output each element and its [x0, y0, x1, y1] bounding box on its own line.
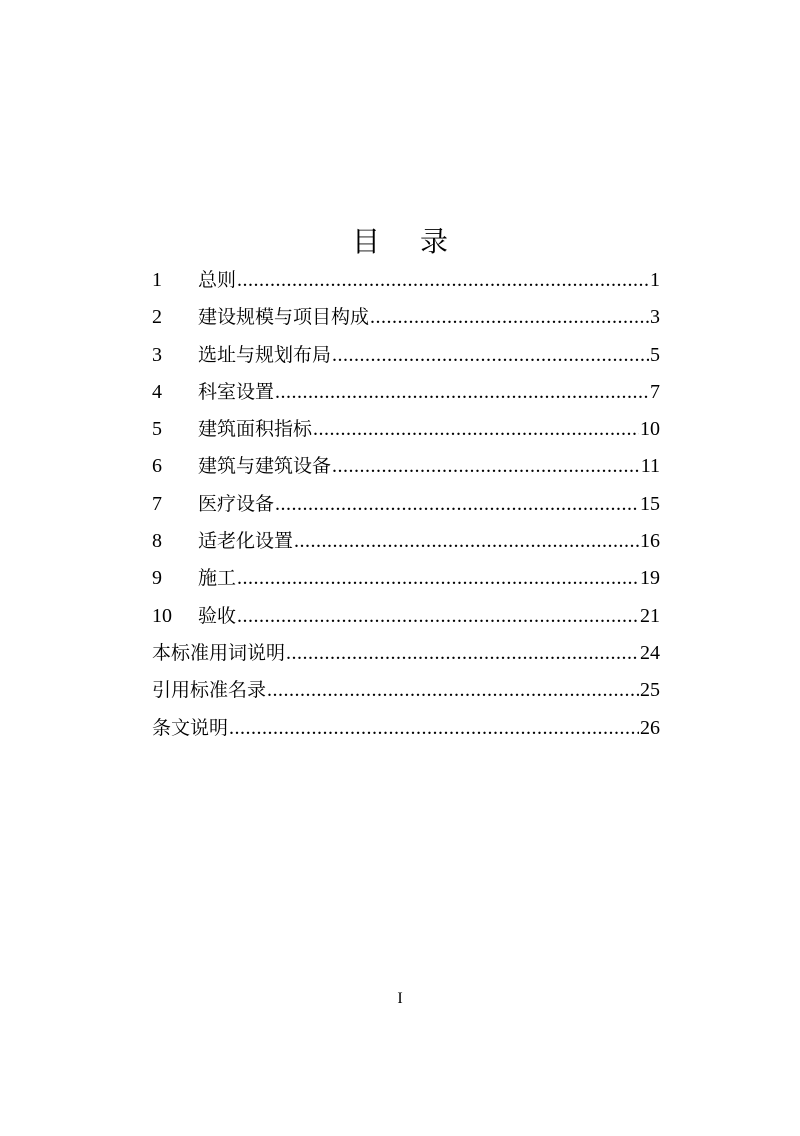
toc-entry-page: 7	[650, 380, 660, 403]
dot-leader	[313, 411, 639, 448]
toc-entry-page: 15	[640, 492, 660, 515]
toc-entry[interactable]	[152, 486, 660, 523]
toc-entry-page: 19	[640, 567, 660, 590]
toc-entry-page: 10	[640, 418, 660, 441]
toc-entry-number: 6	[152, 455, 162, 478]
toc-entry-page: 24	[640, 641, 660, 664]
toc-entry-label: 医疗设备	[198, 492, 275, 515]
dot-leader	[294, 523, 639, 560]
toc-entry-number: 10	[152, 604, 172, 627]
toc-entry[interactable]	[152, 635, 660, 672]
toc-entry-number: 1	[152, 269, 162, 291]
toc-entry-number: 5	[152, 418, 162, 441]
dot-leader	[275, 374, 649, 411]
toc-entry-page: 3	[650, 306, 660, 329]
dot-leader	[237, 598, 639, 635]
toc-entry[interactable]	[152, 374, 660, 411]
toc-entry[interactable]	[152, 299, 660, 336]
dot-leader	[286, 635, 639, 672]
toc-entry[interactable]	[152, 523, 660, 560]
toc-entry-label: 适老化设置	[198, 530, 294, 553]
dot-leader	[370, 299, 649, 336]
toc-entry[interactable]	[152, 262, 660, 299]
dot-leader	[275, 486, 639, 523]
table-of-contents	[152, 262, 660, 747]
toc-entry-label: 建筑面积指标	[198, 418, 313, 441]
toc-entry-page: 25	[640, 679, 660, 702]
toc-entry-label: 条文说明	[152, 716, 229, 739]
toc-entry-number: 2	[152, 306, 162, 329]
toc-entry-page: 1	[650, 269, 660, 291]
toc-entry-label: 验收	[198, 604, 237, 627]
dot-leader	[267, 672, 639, 709]
dot-leader	[237, 262, 649, 299]
toc-entry[interactable]	[152, 672, 660, 709]
toc-entry-label: 施工	[198, 567, 237, 590]
toc-entry[interactable]	[152, 411, 660, 448]
toc-title	[0, 224, 800, 260]
toc-title-char: 目	[351, 225, 380, 258]
toc-entry-label: 建筑与建筑设备	[198, 455, 332, 478]
toc-entry[interactable]	[152, 710, 660, 747]
toc-entry-label: 科室设置	[198, 380, 275, 403]
toc-entry-number: 8	[152, 530, 162, 553]
dot-leader	[229, 710, 639, 747]
toc-entry-page: 11	[640, 455, 660, 478]
toc-entry-number: 3	[152, 343, 162, 366]
toc-entry-page: 21	[640, 604, 660, 627]
toc-entry-label: 总则	[198, 269, 237, 291]
toc-entry[interactable]	[152, 560, 660, 597]
toc-entry-page: 26	[640, 716, 660, 739]
toc-entry-page: 5	[650, 343, 660, 366]
dot-leader	[332, 337, 649, 374]
toc-title-char: 录	[420, 225, 449, 258]
toc-entry-label: 引用标准名录	[152, 679, 267, 702]
toc-entry-label: 本标准用词说明	[152, 641, 286, 664]
toc-entry[interactable]	[152, 448, 660, 485]
toc-entry-label: 建设规模与项目构成	[198, 306, 370, 329]
toc-entry[interactable]	[152, 337, 660, 374]
dot-leader	[332, 448, 640, 485]
toc-entry[interactable]	[152, 598, 660, 635]
toc-entry-number: 7	[152, 492, 162, 515]
page-number: I	[397, 990, 403, 1007]
toc-entry-page: 16	[640, 530, 660, 553]
dot-leader	[237, 560, 639, 597]
toc-entry-number: 9	[152, 567, 162, 590]
toc-entry-number: 4	[152, 380, 162, 403]
toc-entry-label: 选址与规划布局	[198, 343, 332, 366]
